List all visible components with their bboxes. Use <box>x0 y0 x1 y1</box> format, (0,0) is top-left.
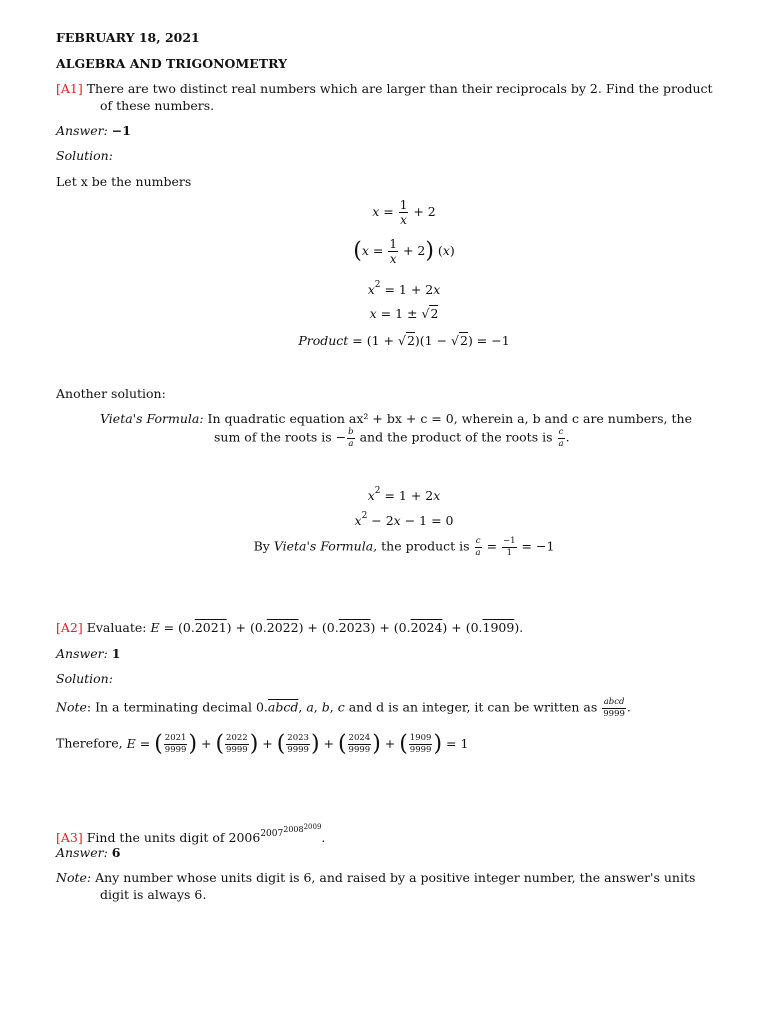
a2-note-text-a: : In a terminating decimal <box>86 699 252 715</box>
a2-note-text-b: and d is an integer, it can be written as <box>348 699 598 715</box>
a2-answer-label: Answer: <box>56 646 108 661</box>
vieta-text2a: sum of the roots is <box>214 429 332 445</box>
vieta-label: Vieta's Formula: <box>100 411 204 426</box>
a1-eq1: x = $\frac{1}{x}$ + 2 <box>372 198 436 227</box>
vieta-text1: In quadratic equation ax² + bx + c = 0, wherein a, b and c are numbers, the <box>207 411 692 426</box>
a2-tag: [A2] <box>56 620 83 635</box>
a2-therefore: Therefore, E = ( $\frac{2021}{9999}$ ) + ( $\frac{2022}{9999}$ ) + ( $\frac{2023}{9999}$ ) + ( $\frac{2024}{9999}$ ) + ( $\frac{1909}{9999}$ ) = 1 <box>56 731 469 756</box>
a1-answer-value: −1 <box>111 123 131 138</box>
a2-answer <box>56 646 120 662</box>
a1-let: Let x be the numbers <box>56 174 192 189</box>
by-vieta-c: the product is <box>381 538 470 554</box>
a3-note-line1: Any number whose units digit is 6, and raised by a positive integer number, the answer's units <box>95 870 696 885</box>
by-vieta-b: Vieta's Formula, <box>273 538 378 554</box>
a2-note-label: Note <box>56 699 87 715</box>
document-date: FEBRUARY 18, 2021 <box>56 30 200 45</box>
a2-answer-value: 1 <box>111 646 121 661</box>
a3-note <box>56 870 695 886</box>
a1-question-line1: There are two distinct real numbers which are larger than their reciprocals by 2. Find the product <box>86 81 713 96</box>
a3-answer <box>56 845 120 861</box>
a1-another-solution: Another solution: <box>56 386 166 401</box>
a1-vieta-line2: sum of the roots is − $\frac{b}{a}$ and the product of the roots is $\frac{c}{a}$ . <box>214 427 570 449</box>
a1-question <box>56 81 713 97</box>
a1-eq5: $x^2 = 1 + 2x$ <box>367 486 441 503</box>
a1-eq4: x = 1 ± √2 <box>369 306 439 321</box>
a1-answer <box>56 123 131 139</box>
a1-eq6: $x^2 - 2x - 1 = 0$ <box>354 511 454 528</box>
a3-answer-label: Answer: <box>56 845 108 860</box>
a1-solution-label: Solution: <box>56 148 113 163</box>
a1-tag: [A1] <box>56 81 83 96</box>
a3-answer-value: 6 <box>111 845 121 860</box>
a3-note-line2: digit is always 6. <box>100 887 207 902</box>
section-title: ALGEBRA AND TRIGONOMETRY <box>56 56 288 71</box>
a2-question: [A2] Evaluate: E = (0.2021) + (0.2022) + (0.2023) + (0.2024) + (0.1909). <box>56 620 524 635</box>
by-vieta-a: By <box>253 538 270 554</box>
a2-note: Note: In a terminating decimal 0.abcd, a, b, c and d is an integer, it can be written as $\frac{\text{abcd}}{9999}$ . <box>56 697 631 719</box>
a1-answer-label: Answer: <box>56 123 108 138</box>
a1-vieta-line1 <box>100 411 692 427</box>
a2-solution-label: Solution: <box>56 671 113 686</box>
a3-tag: [A3] <box>56 830 83 845</box>
vieta-text2b: and the product of the roots is <box>359 429 553 445</box>
a3-question: [A3] Find the units digit of $2006^{200720082009}$. <box>56 823 326 845</box>
a1-question-line2: of these numbers. <box>100 98 215 113</box>
a3-note-label: Note: <box>56 870 92 885</box>
a2-question-text: Evaluate: <box>86 620 147 635</box>
a1-eq2: (x = $\frac{1}{x}$ + 2) (x) <box>353 237 455 266</box>
a3-question-text: Find the units digit of <box>86 830 225 845</box>
a1-eq3: $x^2 = 1 + 2x$ <box>367 280 441 297</box>
a2-therefore-text: Therefore, <box>56 735 123 751</box>
a1-by-vieta: By Vieta's Formula, the product is $\frac{c}{a}$ = $\frac{-1}{1}$ = −1 <box>253 536 555 558</box>
a1-product: Product = (1 + √2)(1 − √2) = −1 <box>298 333 510 348</box>
